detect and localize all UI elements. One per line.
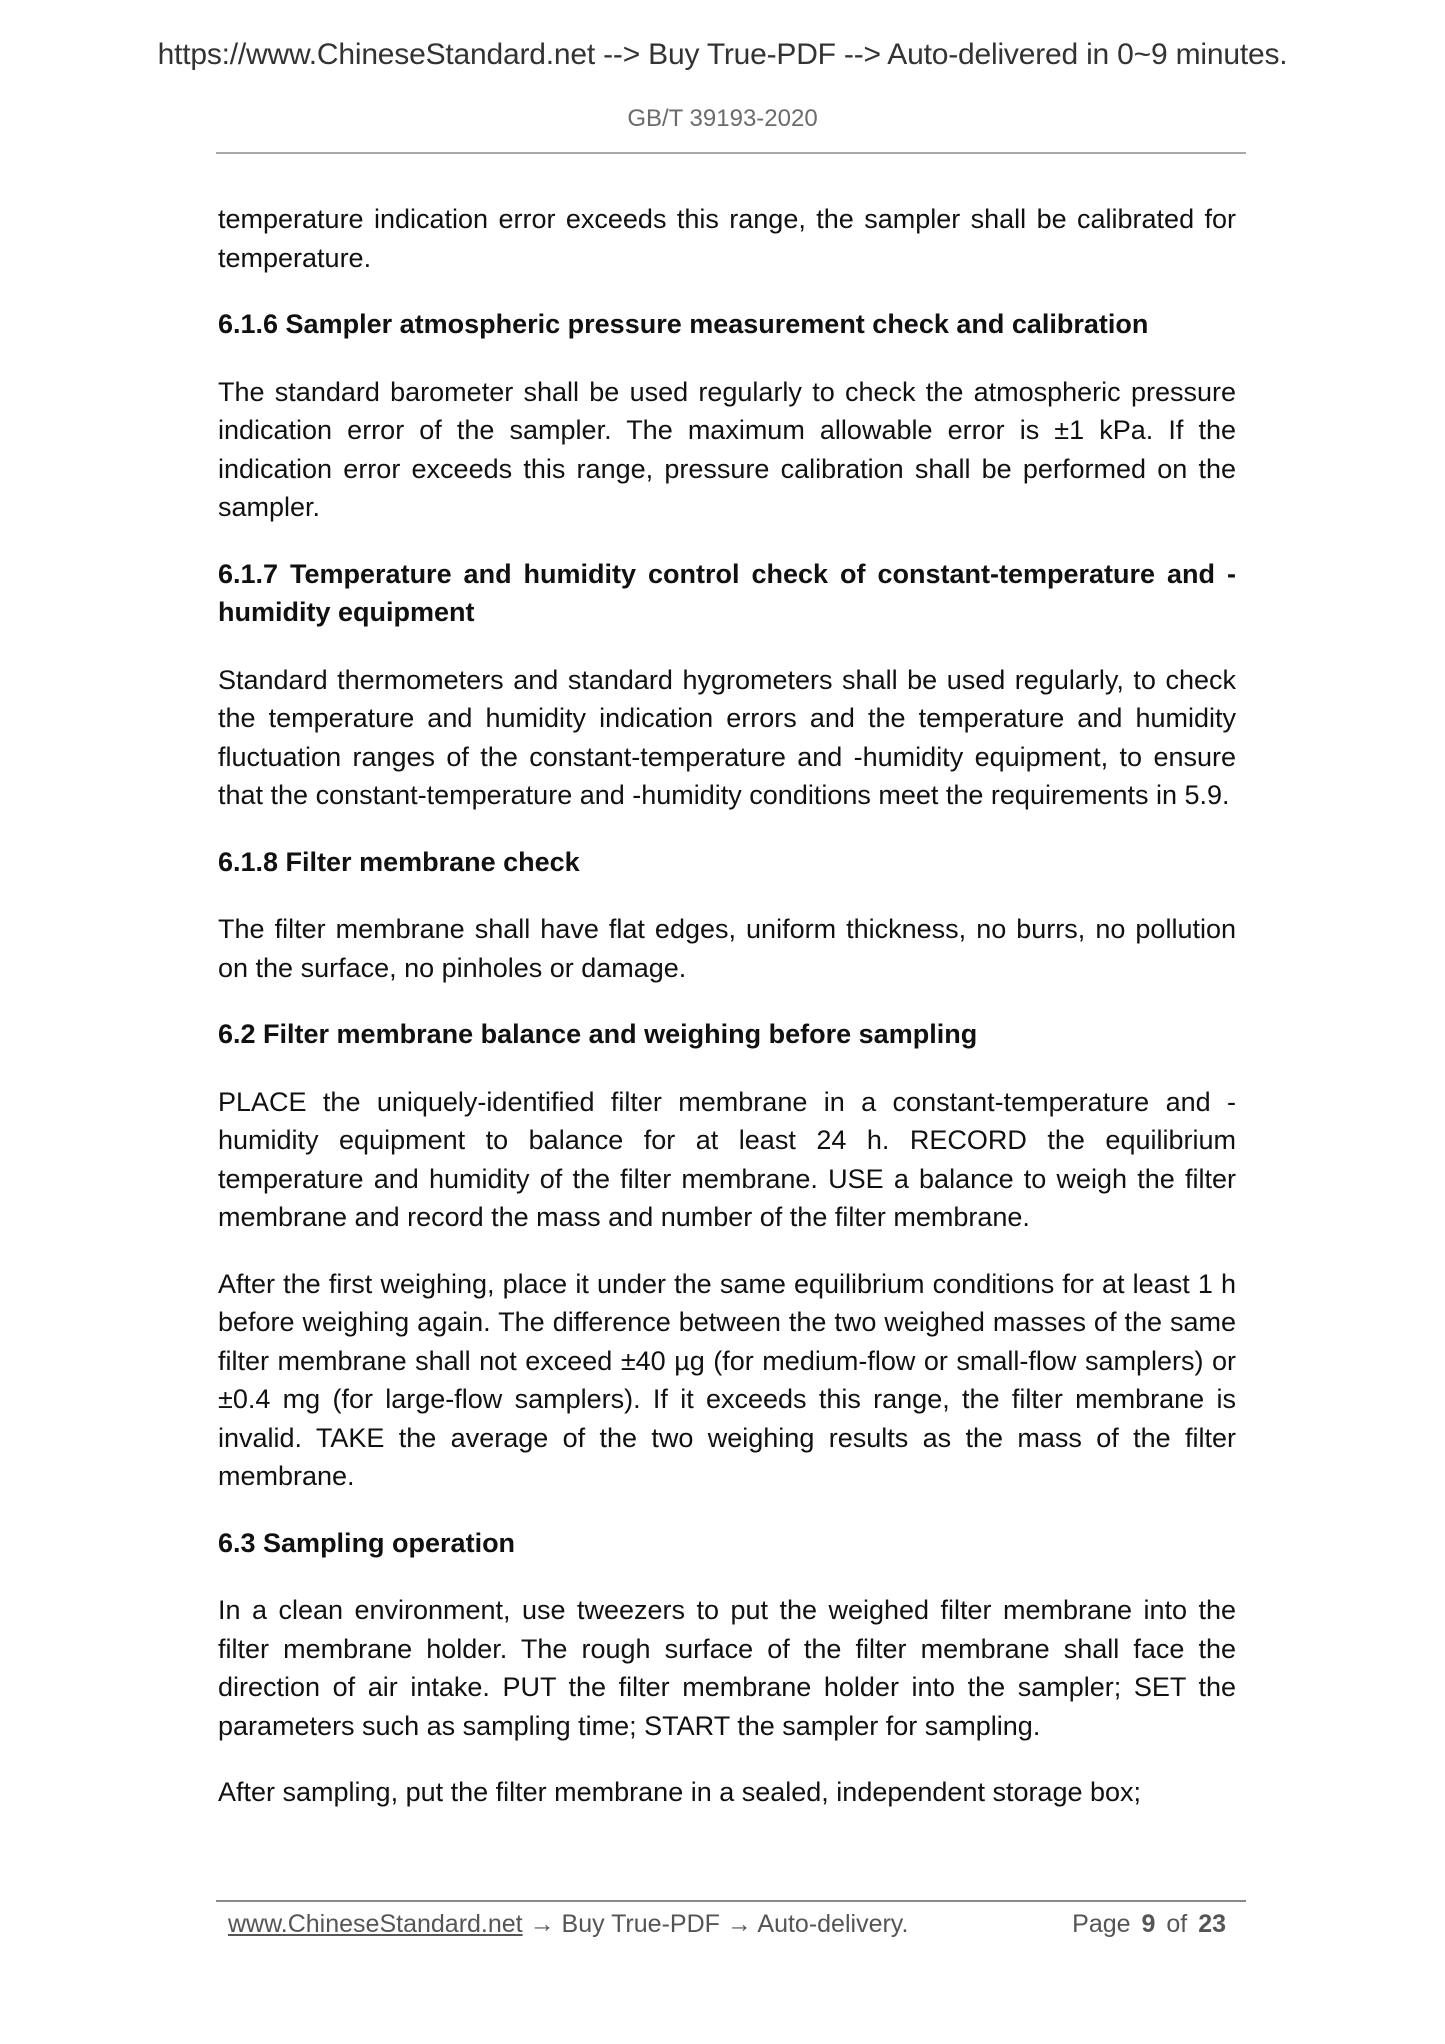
top-banner: https://www.ChineseStandard.net --> Buy True-PDF --> Auto-delivered in 0~9 minutes. — [157, 38, 1288, 71]
section-body-6-1-8: The filter membrane shall have flat edges, uniform thickness, no burrs, no pollution on the surface, no pinholes or damage. — [218, 914, 1236, 983]
section-heading-6-1-7: 6.1.7 Temperature and humidity control check of constant-temperature and -humidity equipment — [218, 558, 1236, 627]
footer-site-link[interactable]: www.ChineseStandard.net — [228, 1910, 523, 1938]
section-body-6-3-para-1: In a clean environment, use tweezers to put the weighed filter membrane into the filter membrane holder. The rough surface of the filter membrane shall face the direction of air intake. PUT the filter membrane holder into the sampler; SET the parameters such as sampling time; START the sampler for sampling. — [218, 1595, 1236, 1741]
section-heading-6-2: 6.2 Filter membrane balance and weighing before sampling — [218, 1019, 978, 1049]
page-content — [218, 200, 1236, 1812]
section-body-6-1-7: Standard thermometers and standard hygrometers shall be used regularly, to check the temperature and humidity indication errors and the temperature and humidity fluctuation ranges of the constant-temperature and -humidity equipment, to ensure that the constant-temperature and -humidity conditions meet the requirements in 5.9. — [218, 664, 1236, 810]
page-total: 23 — [1198, 1910, 1226, 1938]
section-body-6-2-para-2: After the first weighing, place it under the same equilibrium conditions for at least 1 h before weighing again. The difference between the two weighed masses of the same filter membrane shall not exceed ±40 µg (for medium-flow or small-flow samplers) or ±0.4 mg (for large-flow samplers). If it exceeds this range, the filter membrane is invalid. TAKE the average of the two weighing results as the mass of the filter membrane. — [218, 1268, 1236, 1491]
section-heading-6-1-8: 6.1.8 Filter membrane check — [218, 846, 580, 877]
page-label: Page — [1072, 1910, 1131, 1938]
section-body-6-2-para-1: PLACE the uniquely-identified filter membrane in a constant-temperature and -humidity equipment to balance for at least 24 h. RECORD the equilibrium temperature and humidity of the filter membrane. USE a balance to weigh the filter membrane and record the mass and number of the filter membrane. — [218, 1086, 1236, 1232]
section-body-6-3-para-2: After sampling, put the filter membrane in a sealed, independent storage box; — [218, 1777, 1142, 1807]
section-heading-6-3: 6.3 Sampling operation — [218, 1527, 516, 1558]
footer-tagline: → Buy True-PDF → Auto-delivery. — [522, 1910, 909, 1938]
page-number: 9 — [1141, 1910, 1156, 1938]
document-code: GB/T 39193-2020 — [627, 105, 818, 132]
footer-divider — [216, 1900, 1246, 1902]
section-heading-6-1-6: 6.1.6 Sampler atmospheric pressure measurement check and calibration — [218, 309, 1149, 339]
section-body-6-1-6: The standard barometer shall be used regularly to check the atmospheric pressure indication error of the sampler. The maximum allowable error is ±1 kPa. If the indication error exceeds this range, pressure calibration shall be performed on the sampler. — [218, 376, 1236, 522]
page-indicator — [1072, 1904, 1226, 1944]
paragraph-continued: temperature indication error exceeds this range, the sampler shall be calibrated for temperature. — [218, 204, 1236, 273]
footer-left — [228, 1904, 908, 1944]
page-footer — [228, 1904, 1234, 1944]
header-divider — [216, 152, 1246, 154]
of-label: of — [1166, 1910, 1188, 1938]
